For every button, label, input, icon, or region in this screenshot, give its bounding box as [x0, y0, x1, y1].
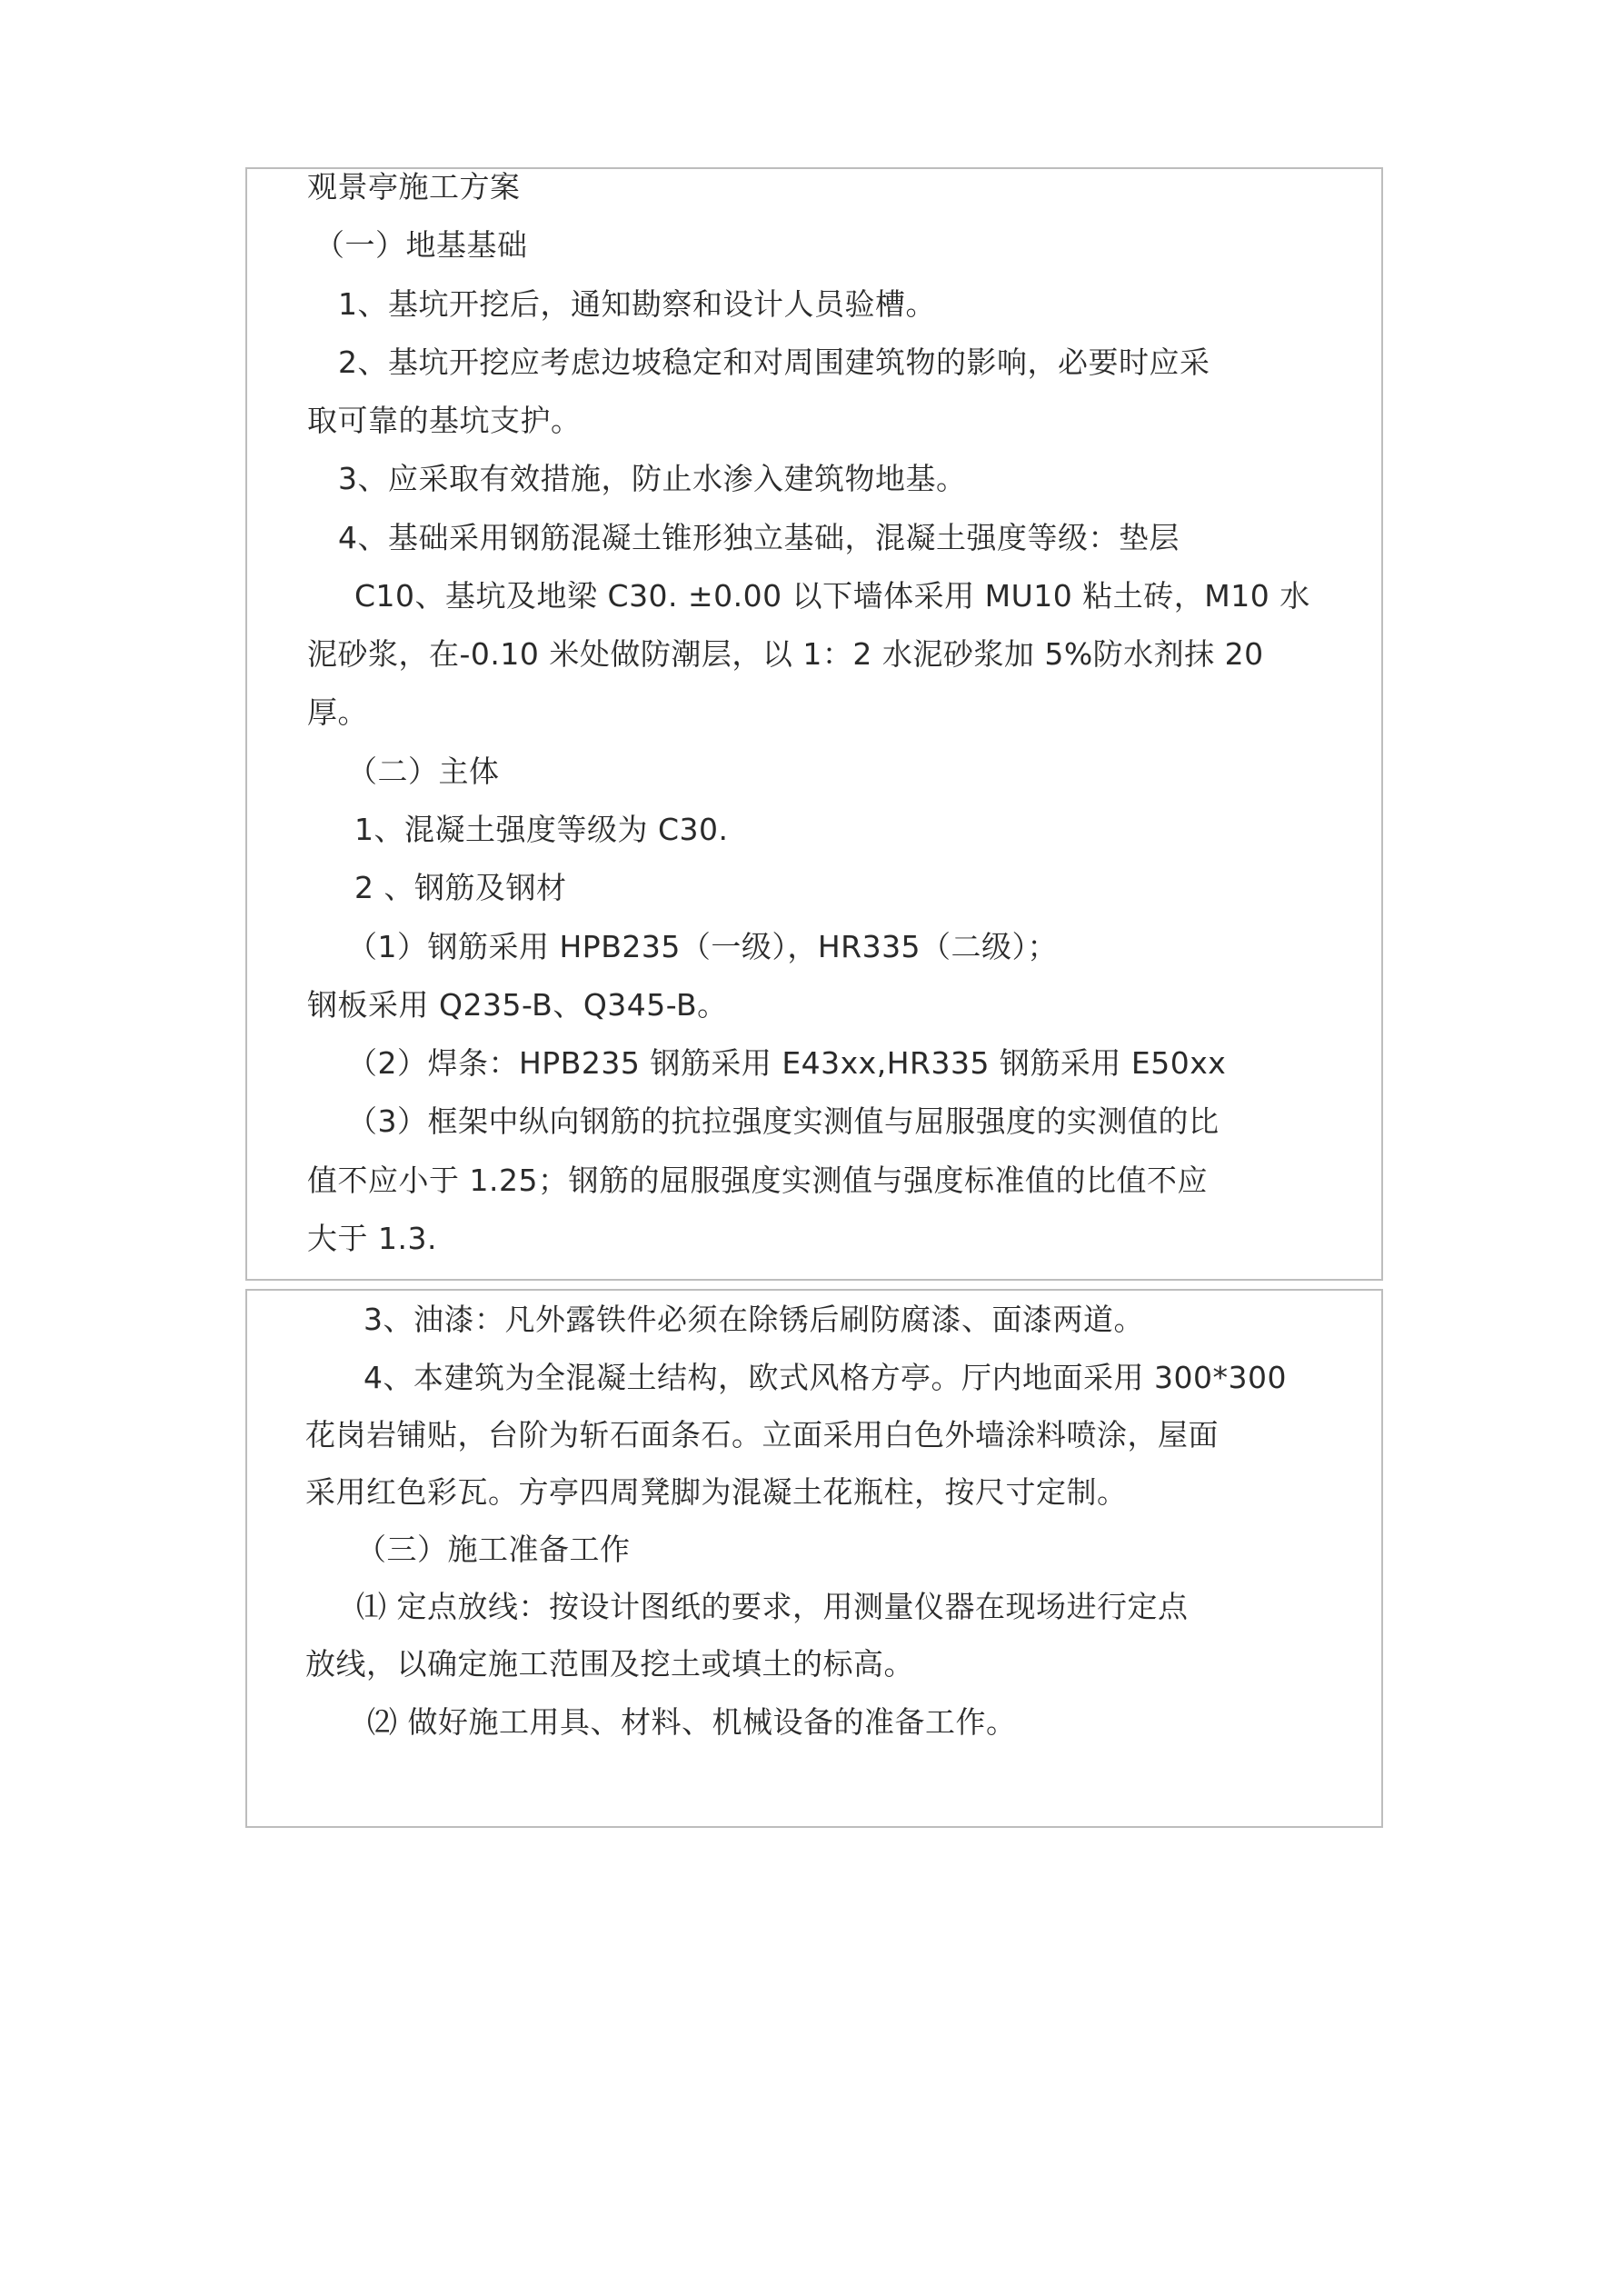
heading-preparation: （三）施工准备工作 — [356, 1532, 631, 1567]
paragraph-m2-2: （2）焊条：HPB235 钢筋采用 E43xx,HR335 钢筋采用 E50xx — [347, 1045, 1227, 1081]
paragraph-m2-3-line2: 值不应小于 1.25；钢筋的屈服强度实测值与强度标准值的比值不应 — [307, 1163, 1208, 1198]
paragraph-f4-line4: 厚。 — [307, 694, 368, 730]
paragraph-p4-line2: 花岗岩铺贴，台阶为斩石面条石。立面采用白色外墙涂料喷涂，屋面 — [305, 1417, 1219, 1452]
paragraph-m2-3-line3: 大于 1.3. — [307, 1221, 437, 1256]
heading-foundation: （一）地基基础 — [314, 227, 528, 263]
heading-main: （二）主体 — [347, 754, 500, 789]
paragraph-f2-line1: 2、基坑开挖应考虑边坡稳定和对周围建筑物的影响，必要时应采 — [338, 344, 1210, 380]
paragraph-p4-line1: 4、本建筑为全混凝土结构，欧式风格方亭。厅内地面采用 300*300 — [363, 1360, 1287, 1395]
paragraph-f4-line1: 4、基础采用钢筋混凝土锥形独立基础，混凝土强度等级：垫层 — [338, 520, 1180, 555]
paragraph-p3: 3、油漆：凡外露铁件必须在除锈后刷防腐漆、面漆两道。 — [363, 1302, 1144, 1337]
paragraph-f3: 3、应采取有效措施，防止水渗入建筑物地基。 — [338, 461, 967, 496]
paragraph-m2-3-line1: （3）框架中纵向钢筋的抗拉强度实测值与屈服强度的实测值的比 — [347, 1103, 1220, 1139]
paragraph-m2-1-line1: （1）钢筋采用 HPB235（一级），HR335（二级）； — [347, 929, 1059, 964]
paragraph-f2-line2: 取可靠的基坑支护。 — [307, 403, 582, 438]
paragraph-prep1-line2: 放线，以确定施工范围及挖土或填土的标高。 — [305, 1646, 914, 1682]
document-title: 观景亭施工方案 — [307, 169, 521, 205]
paragraph-prep1-line1: ⑴ 定点放线：按设计图纸的要求，用测量仪器在现场进行定点 — [356, 1589, 1189, 1624]
paragraph-m2-1-line2: 钢板采用 Q235-B、Q345-B。 — [307, 987, 728, 1023]
paragraph-m1: 1、混凝土强度等级为 C30. — [354, 812, 729, 847]
document-section-1 — [245, 167, 1383, 1281]
paragraph-prep2: ⑵ 做好施工用具、材料、机械设备的准备工作。 — [367, 1704, 1017, 1740]
paragraph-f4-line3: 泥砂浆，在-0.10 米处做防潮层，以 1：2 水泥砂浆加 5%防水剂抹 20 — [307, 636, 1264, 672]
paragraph-m2: 2 、钢筋及钢材 — [354, 870, 567, 905]
document-section-2 — [245, 1289, 1383, 1828]
paragraph-f1: 1、基坑开挖后，通知勘察和设计人员验槽。 — [338, 286, 936, 322]
paragraph-f4-line2: C10、基坑及地梁 C30. ±0.00 以下墙体采用 MU10 粘土砖，M10 水 — [354, 578, 1310, 614]
paragraph-p4-line3: 采用红色彩瓦。方亭四周凳脚为混凝土花瓶柱，按尺寸定制。 — [305, 1474, 1128, 1510]
